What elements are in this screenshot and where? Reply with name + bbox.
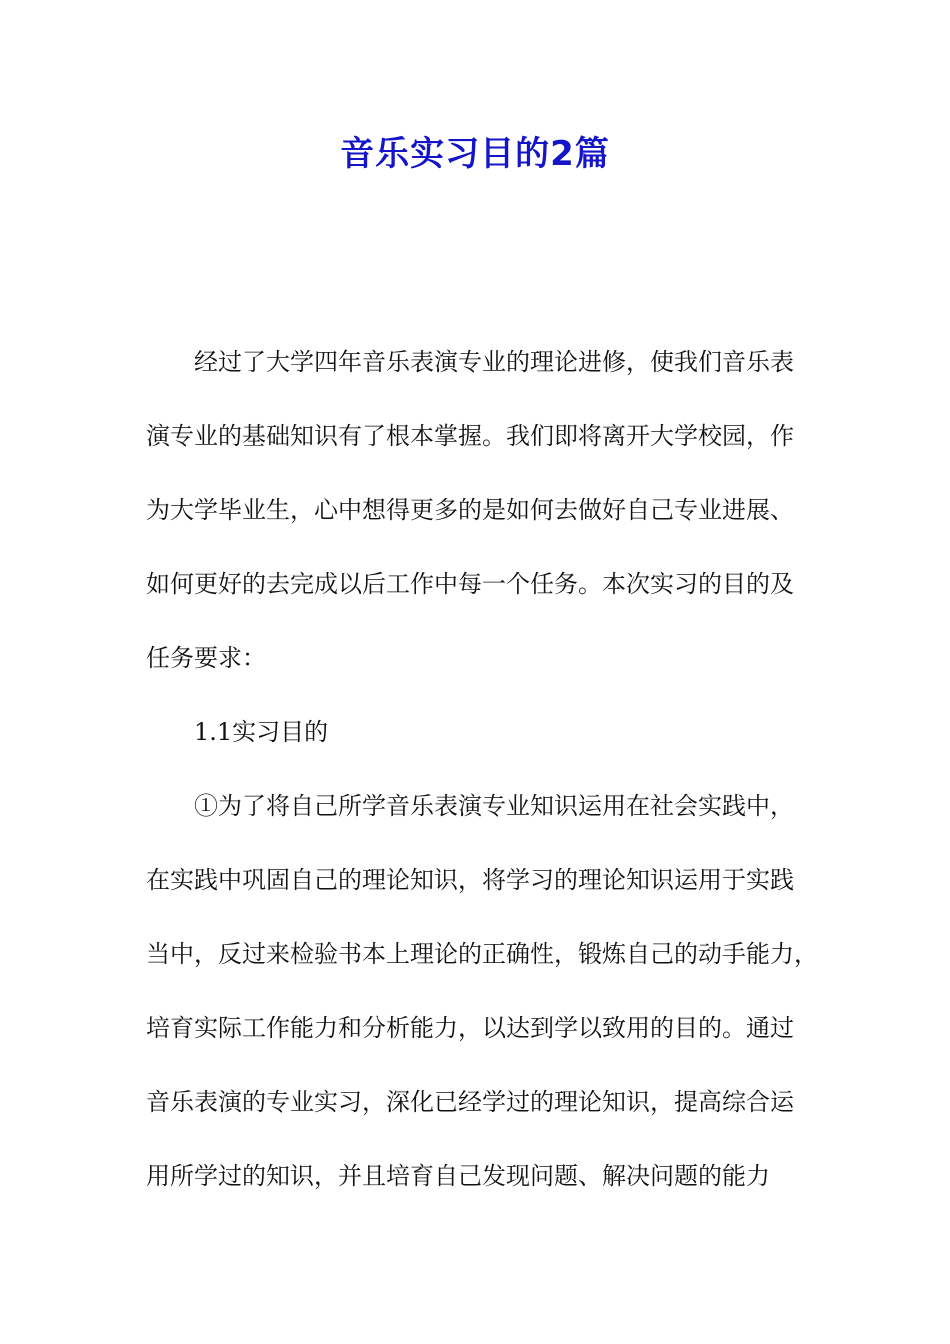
section-heading: 1.1实习目的 — [194, 718, 329, 746]
paragraph-line: 为大学毕业生，心中想得更多的是如何去做好自己专业进展、 — [146, 496, 794, 524]
paragraph-line: 当中，反过来检验书本上理论的正确性，锻炼自己的动手能力， — [146, 940, 818, 968]
paragraph-line: 经过了大学四年音乐表演专业的理论进修，使我们音乐表 — [194, 348, 794, 376]
paragraph-line: 培育实际工作能力和分析能力，以达到学以致用的目的。通过 — [146, 1014, 794, 1042]
document-body — [146, 325, 826, 1213]
paragraph-line: ①为了将自己所学音乐表演专业知识运用在社会实践中， — [194, 792, 794, 820]
paragraph-line: 在实践中巩固自己的理论知识，将学习的理论知识运用于实践 — [146, 866, 794, 894]
paragraph-line: 演专业的基础知识有了根本掌握。我们即将离开大学校园，作 — [146, 422, 794, 450]
document-title: 音乐实习目的2篇 — [340, 134, 610, 174]
paragraph-line: 任务要求： — [146, 644, 266, 672]
paragraph-line: 音乐表演的专业实习，深化已经学过的理论知识，提高综合运 — [146, 1088, 794, 1116]
paragraph-line: 用所学过的知识，并且培育自己发现问题、解决问题的能力 — [146, 1162, 770, 1190]
paragraph-line: 如何更好的去完成以后工作中每一个任务。本次实习的目的及 — [146, 570, 794, 598]
